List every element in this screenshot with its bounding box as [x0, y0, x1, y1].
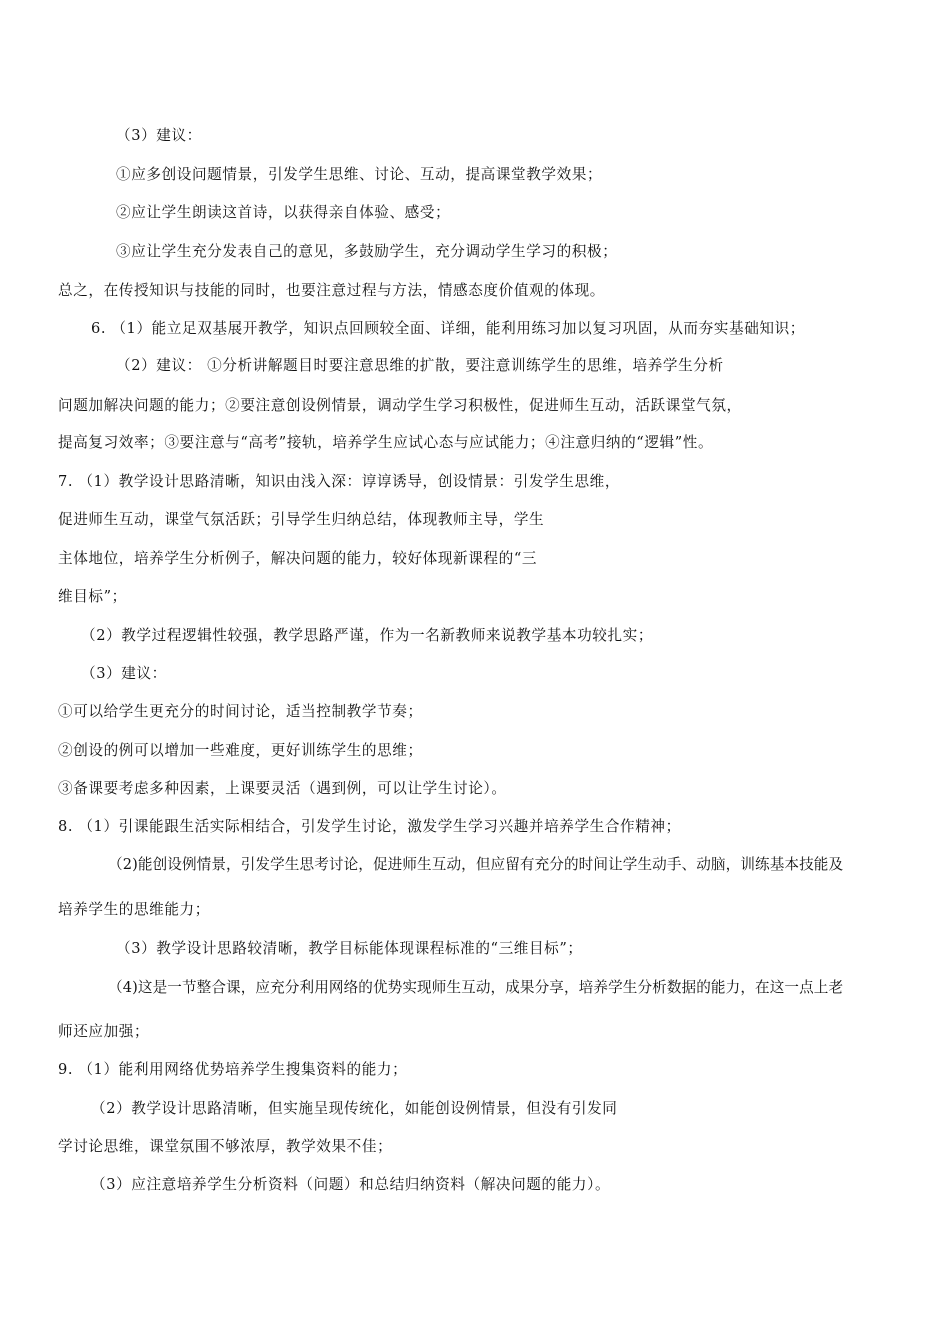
text-line: 主体地位，培养学生分析例子，解决问题的能力，较好体现新课程的“三	[58, 550, 538, 567]
text-line: 9. （1）能利用网络优势培养学生搜集资料的能力；	[58, 1061, 408, 1078]
text-line: （2）建议： ①分析讲解题目时要注意思维的扩散，要注意训练学生的思维，培养学生分析	[116, 357, 724, 374]
text-line: ③备课要考虑多种因素，上课要灵活（遇到例，可以让学生讨论）。	[58, 780, 507, 797]
text-line: ①可以给学生更充分的时间讨论，适当控制教学节奏；	[58, 703, 423, 720]
text-line: 培养学生的思维能力；	[58, 901, 210, 918]
text-line: 7. （1）教学设计思路清晰，知识由浅入深：谆谆诱导，创设情景：引发学生思维，	[58, 473, 621, 490]
text-line: 师还应加强；	[58, 1023, 150, 1040]
text-line: （3）教学设计思路较清晰，教学目标能体现课程标准的“三维目标”；	[116, 940, 583, 957]
text-line: 维目标”；	[58, 588, 127, 605]
text-line: 6. （1）能立足双基展开教学，知识点回顾较全面、详细，能利用练习加以复习巩固，从而夯实基础知识；	[91, 320, 805, 337]
text-line: （3）建议：	[116, 127, 202, 144]
text-line: （3）建议：	[81, 665, 167, 682]
text-line: （2）教学设计思路清晰，但实施呈现传统化，如能创设例情景，但没有引发同	[91, 1100, 618, 1117]
text-line: （2)能创设例情景，引发学生思考讨论，促进师生互动，但应留有充分的时间让学生动手、动脑，训练基本技能及	[108, 856, 844, 873]
text-line: ③应让学生充分发表自己的意见，多鼓励学生，充分调动学生学习的积极；	[116, 243, 618, 260]
text-line: 8. （1）引课能跟生活实际相结合，引发学生讨论，激发学生学习兴趣并培养学生合作精神；	[58, 818, 681, 835]
text-line: （2）教学过程逻辑性较强，教学思路严谨，作为一名新教师来说教学基本功较扎实；	[81, 627, 654, 644]
text-line: 总之，在传授知识与技能的同时，也要注意过程与方法，情感态度价值观的体现。	[58, 282, 605, 299]
text-line: （4)这是一节整合课，应充分利用网络的优势实现师生互动，成果分享，培养学生分析数据的能力，在这一点上老	[108, 979, 844, 996]
text-line: ①应多创设问题情景，引发学生思维、讨论、互动，提高课堂教学效果；	[116, 166, 603, 183]
text-line: （3）应注意培养学生分析资料（问题）和总结归纳资料（解决问题的能力）。	[91, 1176, 611, 1193]
text-line: 问题加解决问题的能力；②要注意创设例情景，调动学生学习积极性，促进师生互动，活跃课堂气氛，	[58, 397, 742, 414]
text-line: 学讨论思维，课堂氛围不够浓厚，教学效果不佳；	[58, 1138, 393, 1155]
text-line: ②应让学生朗读这首诗，以获得亲自体验、感受；	[116, 204, 451, 221]
text-line: ②创设的例可以增加一些难度，更好训练学生的思维；	[58, 742, 423, 759]
text-line: 促进师生互动，课堂气氛活跃；引导学生归纳总结，体现教师主导，学生	[58, 511, 545, 528]
text-line: 提高复习效率；③要注意与“高考”接轨，培养学生应试心态与应试能力；④注意归纳的“逻辑”性。	[58, 434, 714, 451]
